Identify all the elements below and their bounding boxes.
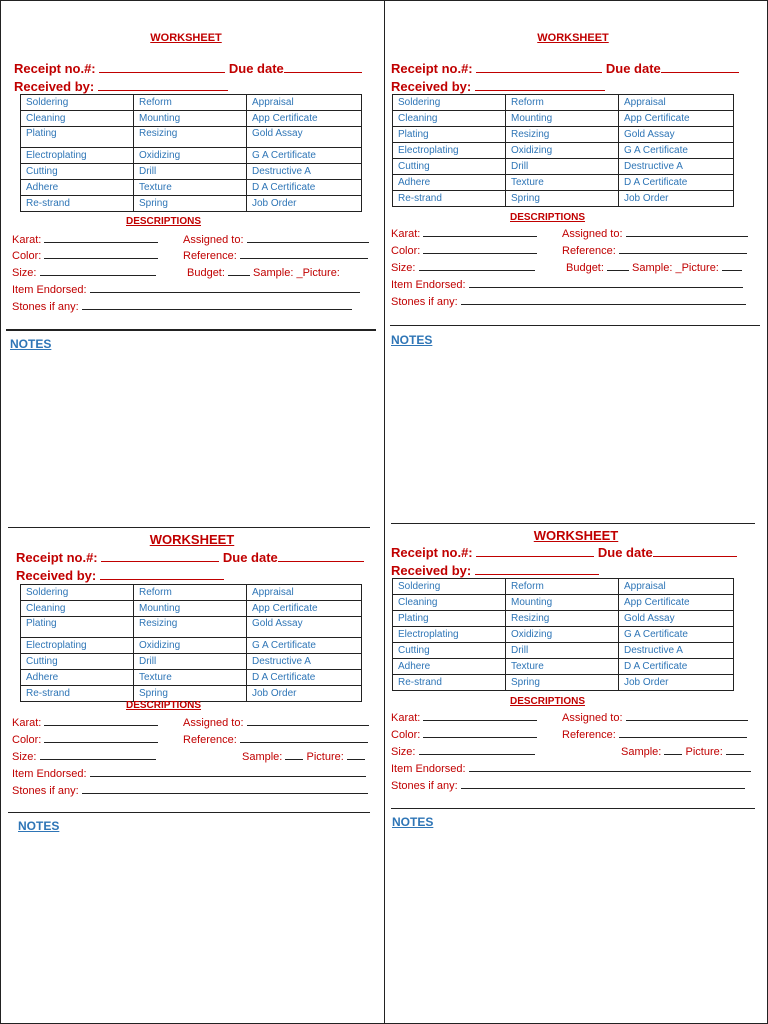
notes-heading: NOTES: [392, 815, 434, 829]
receipt-line: [391, 545, 737, 560]
service-cell[interactable]: Spring: [506, 191, 619, 207]
item-endorsed-label: Item Endorsed:: [12, 768, 87, 780]
stones-row: [391, 778, 745, 792]
item-endorsed-label: Item Endorsed:: [12, 284, 87, 296]
service-cell[interactable]: Resizing: [506, 127, 619, 143]
descriptions-heading: DESCRIPTIONS: [126, 700, 202, 711]
service-cell[interactable]: D A Certificate: [247, 180, 362, 196]
received-line: [391, 563, 599, 578]
service-cell[interactable]: Drill: [506, 159, 619, 175]
karat-field[interactable]: [423, 710, 537, 721]
service-cell[interactable]: Appraisal: [619, 95, 734, 111]
budget-label: Budget:: [566, 262, 604, 274]
worksheet-title: WORKSHEET: [150, 32, 222, 44]
service-cell[interactable]: Electroplating: [393, 627, 506, 643]
service-cell[interactable]: Appraisal: [247, 585, 362, 601]
color-row: [391, 243, 537, 257]
worksheet-title: WORKSHEET: [149, 532, 235, 547]
service-cell[interactable]: D A Certificate: [619, 175, 734, 191]
item-endorsed-row: [12, 766, 366, 780]
service-cell[interactable]: G A Certificate: [247, 638, 362, 654]
item-endorsed-field[interactable]: [90, 766, 366, 777]
receipt-line: [391, 61, 739, 76]
reference-field[interactable]: [619, 727, 747, 738]
service-cell[interactable]: Texture: [506, 175, 619, 191]
stones-label: Stones if any:: [391, 296, 458, 308]
assigned-label: Assigned to:: [183, 234, 244, 246]
assigned-field[interactable]: [247, 232, 369, 243]
receipt-field[interactable]: [476, 61, 602, 73]
sample-row: [242, 749, 365, 763]
item-endorsed-field[interactable]: [469, 277, 743, 288]
descriptions-heading: DESCRIPTIONS: [510, 696, 586, 707]
size-field[interactable]: [40, 749, 156, 760]
service-cell[interactable]: Texture: [134, 670, 247, 686]
service-cell[interactable]: App Certificate: [247, 111, 362, 127]
picture-field[interactable]: [347, 749, 365, 760]
karat-label: Karat:: [12, 234, 42, 246]
stones-row: [391, 294, 746, 308]
section-separator: [391, 523, 755, 524]
worksheet-title: WORKSHEET: [537, 32, 609, 44]
service-cell[interactable]: Job Order: [247, 686, 362, 702]
size-field[interactable]: [40, 265, 156, 276]
assigned-field[interactable]: [247, 715, 369, 726]
service-cell[interactable]: Re-strand: [21, 196, 134, 212]
item-endorsed-row: [12, 282, 360, 296]
service-cell[interactable]: G A Certificate: [619, 627, 734, 643]
item-endorsed-row: [391, 277, 743, 291]
due-date-label: Due date: [605, 61, 661, 76]
karat-row: [391, 226, 537, 240]
service-cell[interactable]: Destructive A: [619, 643, 734, 659]
service-cell[interactable]: Reform: [506, 95, 619, 111]
section-separator: [8, 527, 370, 528]
service-cell[interactable]: Oxidizing: [506, 143, 619, 159]
size-field[interactable]: [419, 744, 535, 755]
budget-field[interactable]: [228, 265, 250, 276]
received-line: [391, 79, 605, 94]
assigned-row: [562, 710, 748, 724]
services-table: [20, 584, 362, 702]
budget-row: [187, 265, 340, 279]
service-cell[interactable]: Electroplating: [21, 638, 134, 654]
size-row: [391, 260, 535, 274]
service-cell[interactable]: D A Certificate: [247, 670, 362, 686]
receipt-field[interactable]: [101, 550, 219, 562]
worksheet-top-left: [6, 30, 376, 330]
receipt-label: Receipt no.#:: [14, 61, 96, 76]
reference-label: Reference:: [562, 729, 616, 741]
service-cell[interactable]: Cleaning: [21, 111, 134, 127]
receipt-label: Receipt no.#:: [16, 550, 98, 565]
service-cell[interactable]: Plating: [21, 127, 134, 148]
service-cell[interactable]: Oxidizing: [134, 638, 247, 654]
due-date-field[interactable]: [284, 61, 362, 73]
service-cell[interactable]: Job Order: [619, 675, 734, 691]
size-row: [12, 265, 156, 279]
reference-label: Reference:: [183, 734, 237, 746]
reference-field[interactable]: [240, 732, 368, 743]
service-cell[interactable]: Electroplating: [21, 148, 134, 164]
reference-row: [183, 732, 368, 746]
worksheet-bottom-right: [386, 528, 756, 828]
service-cell[interactable]: Soldering: [393, 95, 506, 111]
assigned-row: [183, 232, 369, 246]
color-row: [12, 732, 158, 746]
section-separator: [6, 329, 376, 331]
color-row: [391, 727, 537, 741]
service-cell[interactable]: Job Order: [619, 191, 734, 207]
sample-picture-label: Sample: _Picture:: [253, 267, 340, 279]
budget-label: Budget:: [187, 267, 225, 279]
service-cell[interactable]: Adhere: [21, 670, 134, 686]
received-by-field[interactable]: [475, 79, 605, 91]
service-cell[interactable]: Oxidizing: [506, 627, 619, 643]
service-cell[interactable]: Texture: [134, 180, 247, 196]
reference-row: [562, 727, 747, 741]
color-label: Color:: [391, 245, 421, 257]
color-field[interactable]: [44, 248, 158, 259]
service-cell[interactable]: Re-strand: [393, 191, 506, 207]
item-endorsed-field[interactable]: [469, 761, 751, 772]
color-row: [12, 248, 158, 262]
receipt-line: [14, 61, 362, 76]
service-cell[interactable]: Mounting: [134, 111, 247, 127]
stones-label: Stones if any:: [12, 301, 79, 313]
service-cell[interactable]: Reform: [134, 585, 247, 601]
reference-row: [562, 243, 747, 257]
assigned-label: Assigned to:: [183, 717, 244, 729]
stones-field[interactable]: [82, 783, 368, 794]
worksheet-top-right: [386, 30, 756, 330]
received-line: [14, 79, 228, 94]
receipt-field[interactable]: [99, 61, 225, 73]
stones-field[interactable]: [461, 294, 746, 305]
service-cell[interactable]: G A Certificate: [619, 143, 734, 159]
service-cell[interactable]: G A Certificate: [247, 148, 362, 164]
sample-label: Sample:: [621, 746, 662, 758]
picture-field[interactable]: [726, 744, 744, 755]
due-date-label: Due date: [228, 61, 284, 76]
service-cell[interactable]: Spring: [134, 686, 247, 702]
sample-label: Sample: _Picture:: [632, 262, 719, 274]
color-field[interactable]: [423, 727, 537, 738]
size-label: Size:: [12, 267, 37, 279]
reference-field[interactable]: [240, 248, 368, 259]
section-separator: [390, 325, 760, 326]
color-label: Color:: [12, 250, 42, 262]
service-cell[interactable]: Mounting: [506, 595, 619, 611]
service-cell[interactable]: Cutting: [393, 159, 506, 175]
receipt-field[interactable]: [476, 545, 594, 557]
received-line: [16, 568, 224, 583]
assigned-field[interactable]: [626, 226, 748, 237]
service-cell[interactable]: Cleaning: [393, 595, 506, 611]
due-date-label: Due date: [222, 550, 278, 565]
service-cell[interactable]: Soldering: [21, 95, 134, 111]
service-cell[interactable]: Soldering: [393, 579, 506, 595]
service-cell[interactable]: Resizing: [134, 617, 247, 638]
assigned-field[interactable]: [626, 710, 748, 721]
service-cell[interactable]: Drill: [134, 164, 247, 180]
karat-label: Karat:: [391, 712, 421, 724]
karat-label: Karat:: [12, 717, 42, 729]
sample-row: [621, 744, 744, 758]
service-cell[interactable]: Re-strand: [21, 686, 134, 702]
service-cell[interactable]: Gold Assay: [619, 611, 734, 627]
karat-label: Karat:: [391, 228, 421, 240]
due-date-label: Due date: [597, 545, 653, 560]
service-cell[interactable]: Cutting: [393, 643, 506, 659]
budget-field[interactable]: [607, 260, 629, 271]
service-cell[interactable]: Mounting: [134, 601, 247, 617]
item-endorsed-label: Item Endorsed:: [391, 763, 466, 775]
size-label: Size:: [391, 746, 416, 758]
stones-field[interactable]: [82, 299, 352, 310]
due-date-field[interactable]: [653, 545, 737, 557]
stones-label: Stones if any:: [12, 785, 79, 797]
sample-label: Sample:: [242, 751, 283, 763]
service-cell[interactable]: Destructive A: [247, 654, 362, 670]
sample-field[interactable]: [664, 744, 682, 755]
sample-field[interactable]: [285, 749, 303, 760]
receipt-label: Receipt no.#:: [391, 545, 473, 560]
service-cell[interactable]: Reform: [134, 95, 247, 111]
service-cell[interactable]: Reform: [506, 579, 619, 595]
picture-label: Picture:: [306, 751, 344, 763]
budget-row: [566, 260, 742, 274]
picture-label: Picture:: [685, 746, 723, 758]
worksheet-bottom-left: [6, 532, 376, 832]
stones-row: [12, 783, 368, 797]
stones-field[interactable]: [461, 778, 745, 789]
item-endorsed-field[interactable]: [90, 282, 360, 293]
service-cell[interactable]: Drill: [134, 654, 247, 670]
section-separator: [391, 808, 755, 809]
service-cell[interactable]: Resizing: [506, 611, 619, 627]
service-cell[interactable]: Plating: [21, 617, 134, 638]
reference-field[interactable]: [619, 243, 747, 254]
service-cell[interactable]: Appraisal: [619, 579, 734, 595]
karat-field[interactable]: [44, 232, 158, 243]
receipt-label: Receipt no.#:: [391, 61, 473, 76]
service-cell[interactable]: Electroplating: [393, 143, 506, 159]
notes-heading: NOTES: [391, 333, 433, 347]
received-by-field[interactable]: [475, 563, 599, 575]
service-cell[interactable]: Destructive A: [247, 164, 362, 180]
service-cell[interactable]: Resizing: [134, 127, 247, 148]
due-date-field[interactable]: [278, 550, 364, 562]
service-cell[interactable]: Adhere: [393, 175, 506, 191]
size-label: Size:: [391, 262, 416, 274]
assigned-label: Assigned to:: [562, 228, 623, 240]
service-cell[interactable]: Spring: [506, 675, 619, 691]
assigned-row: [562, 226, 748, 240]
received-by-field[interactable]: [98, 79, 228, 91]
service-cell[interactable]: Cutting: [21, 164, 134, 180]
service-cell[interactable]: D A Certificate: [619, 659, 734, 675]
service-cell[interactable]: Adhere: [393, 659, 506, 675]
service-cell[interactable]: Job Order: [247, 196, 362, 212]
service-cell[interactable]: Cleaning: [21, 601, 134, 617]
received-by-field[interactable]: [100, 568, 224, 580]
size-field[interactable]: [419, 260, 535, 271]
due-date-field[interactable]: [661, 61, 739, 73]
stones-row: [12, 299, 352, 313]
service-cell[interactable]: App Certificate: [619, 595, 734, 611]
received-by-label: Received by:: [391, 79, 472, 94]
karat-field[interactable]: [44, 715, 158, 726]
karat-row: [12, 715, 158, 729]
services-table: [392, 94, 734, 207]
assigned-row: [183, 715, 369, 729]
section-separator: [8, 812, 370, 813]
received-by-label: Received by:: [391, 563, 472, 578]
service-cell[interactable]: Cutting: [21, 654, 134, 670]
receipt-line: [16, 550, 364, 565]
color-label: Color:: [391, 729, 421, 741]
item-endorsed-row: [391, 761, 751, 775]
service-cell[interactable]: Adhere: [21, 180, 134, 196]
service-cell[interactable]: Gold Assay: [247, 127, 362, 148]
service-cell[interactable]: Mounting: [506, 111, 619, 127]
service-cell[interactable]: Plating: [393, 127, 506, 143]
service-cell[interactable]: App Certificate: [619, 111, 734, 127]
service-cell[interactable]: Appraisal: [247, 95, 362, 111]
reference-label: Reference:: [562, 245, 616, 257]
services-table: [20, 94, 362, 212]
color-label: Color:: [12, 734, 42, 746]
service-cell[interactable]: Drill: [506, 643, 619, 659]
assigned-label: Assigned to:: [562, 712, 623, 724]
karat-field[interactable]: [423, 226, 537, 237]
color-field[interactable]: [423, 243, 537, 254]
item-endorsed-label: Item Endorsed:: [391, 279, 466, 291]
received-by-label: Received by:: [16, 568, 97, 583]
service-cell[interactable]: Destructive A: [619, 159, 734, 175]
service-cell[interactable]: Plating: [393, 611, 506, 627]
size-row: [391, 744, 535, 758]
size-label: Size:: [12, 751, 37, 763]
reference-label: Reference:: [183, 250, 237, 262]
reference-row: [183, 248, 368, 262]
service-cell[interactable]: Soldering: [21, 585, 134, 601]
services-table: [392, 578, 734, 691]
descriptions-heading: DESCRIPTIONS: [510, 212, 586, 223]
service-cell[interactable]: Gold Assay: [619, 127, 734, 143]
size-row: [12, 749, 156, 763]
worksheet-title: WORKSHEET: [533, 528, 619, 543]
vertical-divider: [384, 0, 385, 1024]
notes-heading: NOTES: [18, 819, 60, 833]
service-cell[interactable]: Spring: [134, 196, 247, 212]
picture-field[interactable]: [722, 260, 742, 271]
service-cell[interactable]: Re-strand: [393, 675, 506, 691]
karat-row: [12, 232, 158, 246]
descriptions-heading: DESCRIPTIONS: [126, 216, 202, 227]
stones-label: Stones if any:: [391, 780, 458, 792]
notes-heading: NOTES: [10, 337, 52, 351]
service-cell[interactable]: Oxidizing: [134, 148, 247, 164]
service-cell[interactable]: Gold Assay: [247, 617, 362, 638]
service-cell[interactable]: App Certificate: [247, 601, 362, 617]
service-cell[interactable]: Cleaning: [393, 111, 506, 127]
service-cell[interactable]: Texture: [506, 659, 619, 675]
color-field[interactable]: [44, 732, 158, 743]
received-by-label: Received by:: [14, 79, 95, 94]
karat-row: [391, 710, 537, 724]
